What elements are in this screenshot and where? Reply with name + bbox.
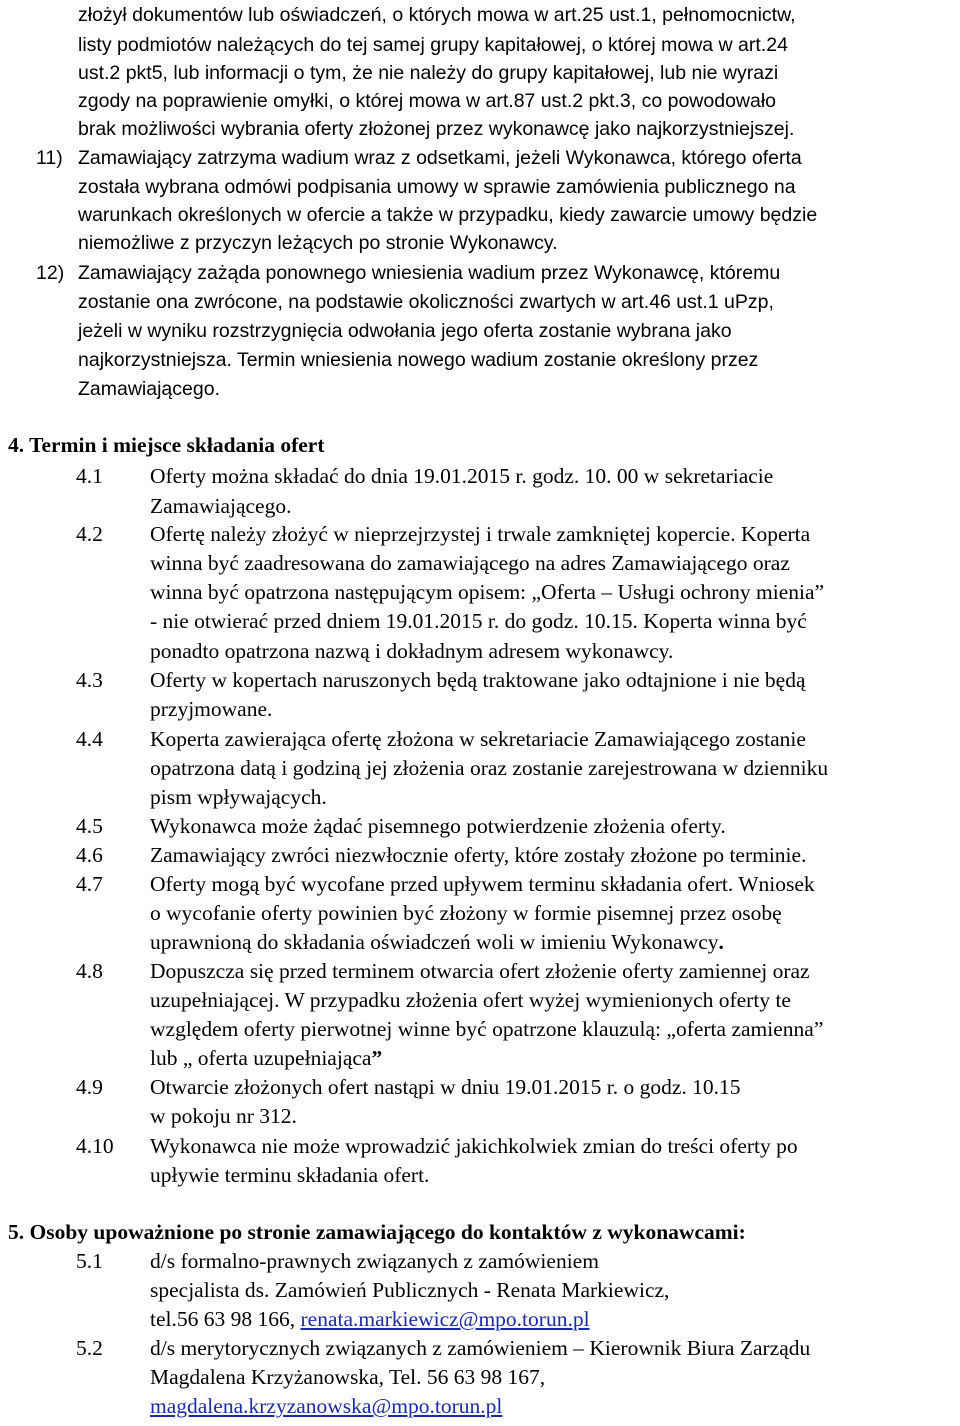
item-4-8-line-3: względem oferty pierwotnej winne być opatrzone klauzulą: „oferta zamienna” [150, 1017, 824, 1041]
intro-line-3: ust.2 pkt5, lub informacji o tym, że nie należy do grupy kapitałowej, lub nie wyrazi [78, 62, 779, 84]
intro-line-5: brak możliwości wybrania oferty złożonej przez wykonawcę jako najkorzystniejszej. [78, 118, 795, 140]
item-12-line-1: Zamawiający zażąda ponownego wniesienia wadium przez Wykonawcę, któremu [78, 262, 781, 284]
item-number: 4.10 [76, 1134, 114, 1158]
item-4-2-line-2: winna być zaadresowana do zamawiającego na adres Zamawiającego oraz [150, 551, 790, 575]
item-number: 11) [36, 147, 63, 169]
item-4-3-line-1: Oferty w kopertach naruszonych będą traktowane jako odtajnione i nie będą [150, 668, 806, 692]
item-4-7-period: . [718, 930, 724, 954]
item-number: 5.2 [76, 1336, 103, 1360]
item-4-5-line-1: Wykonawca może żądać pisemnego potwierdzenie złożenia oferty. [150, 814, 726, 838]
email-link[interactable]: renata.markiewicz@mpo.torun.pl [300, 1307, 590, 1331]
item-4-2-line-5: ponadto opatrzona nazwą i dokładnym adresem wykonawcy. [150, 639, 674, 663]
item-4-1-line-2: Zamawiającego. [150, 494, 292, 518]
item-4-2-line-4: - nie otwierać przed dniem 19.01.2015 r. do godz. 10.15. Koperta winna być [150, 609, 807, 633]
section-5-heading: 5. Osoby upoważnione po stronie zamawiającego do kontaktów z wykonawcami: [8, 1220, 746, 1244]
item-4-7-line-2: o wycofanie oferty powinien być złożony w formie pisemnej przez osobę [150, 901, 782, 925]
item-11-line-1: Zamawiający zatrzyma wadium wraz z odsetkami, jeżeli Wykonawca, którego oferta [78, 147, 802, 169]
item-12-line-4: najkorzystniejsza. Termin wniesienia nowego wadium zostanie określony przez [78, 349, 759, 371]
item-4-9-line-2: w pokoju nr 312. [150, 1104, 297, 1128]
item-4-1-line-1: Oferty można składać do dnia 19.01.2015 r. godz. 10. 00 w sekretariacie [150, 464, 774, 488]
phone-text: tel.56 63 98 166, [150, 1307, 301, 1331]
item-4-3-line-2: przyjmowane. [150, 697, 273, 721]
item-5-1-line-3 [150, 1309, 590, 1331]
item-4-2-line-3: winna być opatrzona następującym opisem: „Oferta – Usługi ochrony mienia” [150, 580, 825, 604]
item-4-8-line-4-text: lub „ oferta uzupełniająca [150, 1046, 372, 1070]
item-number: 4.7 [76, 872, 103, 896]
item-4-4-line-1: Koperta zawierająca ofertę złożona w sekretariacie Zamawiającego zostanie [150, 727, 806, 751]
item-5-1-line-1: d/s formalno-prawnych związanych z zamówieniem [150, 1249, 599, 1273]
item-11-line-2: została wybrana odmówi podpisania umowy w sprawie zamówienia publicznego na [78, 176, 796, 198]
item-5-2-line-1: d/s merytorycznych związanych z zamówieniem – Kierownik Biura Zarządu [150, 1336, 811, 1360]
item-5-1-line-2: specjalista ds. Zamówień Publicznych - Renata Markiewicz, [150, 1278, 670, 1302]
item-4-2-line-1: Ofertę należy złożyć w nieprzejrzystej i trwale zamkniętej kopercie. Koperta [150, 522, 811, 546]
item-number: 4.5 [76, 814, 103, 838]
item-5-2-line-3 [150, 1396, 502, 1418]
item-4-8-quote: ” [371, 1046, 383, 1070]
item-4-10-line-1: Wykonawca nie może wprowadzić jakichkolwiek zmian do treści oferty po [150, 1134, 798, 1158]
item-4-7-line-3-text: uprawnioną do składania oświadczeń woli w imieniu Wykonawcy [150, 930, 719, 954]
intro-line-1: złożył dokumentów lub oświadczeń, o których mowa w art.25 ust.1, pełnomocnictw, [78, 4, 796, 26]
item-4-4-line-2: opatrzona datą i godziną jej złożenia oraz zostanie zarejestrowana w dzienniku [150, 756, 829, 780]
item-4-4-line-3: pism wpływających. [150, 785, 327, 809]
item-number: 12) [36, 262, 65, 284]
item-12-line-5: Zamawiającego. [78, 378, 220, 400]
item-12-line-2: zostanie ona zwrócone, na podstawie okoliczności zwartych w art.46 ust.1 uPzp, [78, 291, 774, 313]
item-number: 4.3 [76, 668, 103, 692]
item-4-8-line-4 [150, 1048, 382, 1070]
item-number: 4.4 [76, 727, 103, 751]
item-4-8-line-1: Dopuszcza się przed terminem otwarcia ofert złożenie oferty zamiennej oraz [150, 959, 810, 983]
item-4-7-line-3 [150, 932, 724, 954]
intro-line-2: listy podmiotów należących do tej samej grupy kapitałowej, o której mowa w art.24 [78, 34, 788, 56]
item-4-7-line-1: Oferty mogą być wycofane przed upływem terminu składania ofert. Wniosek [150, 872, 815, 896]
item-number: 4.2 [76, 522, 103, 546]
item-number: 4.6 [76, 843, 103, 867]
item-4-10-line-2: upływie terminu składania ofert. [150, 1163, 430, 1187]
item-number: 4.9 [76, 1075, 103, 1099]
item-4-6-line-1: Zamawiający zwróci niezwłocznie oferty, które zostały złożone po terminie. [150, 843, 807, 867]
item-4-9-line-1: Otwarcie złożonych ofert nastąpi w dniu 19.01.2015 r. o godz. 10.15 [150, 1075, 741, 1099]
intro-line-4: zgody na poprawienie omyłki, o której mowa w art.87 ust.2 pkt.3, co powodowało [78, 90, 777, 112]
item-number: 4.8 [76, 959, 103, 983]
item-4-8-line-2: uzupełniającej. W przypadku złożenia ofert wyżej wymienionych oferty te [150, 988, 791, 1012]
item-11-line-3: warunkach określonych w ofercie a także w przypadku, kiedy zawarcie umowy będzie [78, 204, 818, 226]
section-4-heading: 4. Termin i miejsce składania ofert [8, 433, 325, 457]
item-11-line-4: niemożliwe z przyczyn leżących po stronie Wykonawcy. [78, 232, 558, 254]
item-5-2-line-2: Magdalena Krzyżanowska, Tel. 56 63 98 167, [150, 1365, 546, 1389]
item-number: 4.1 [76, 464, 103, 488]
item-number: 5.1 [76, 1249, 103, 1273]
email-link[interactable]: magdalena.krzyzanowska@mpo.torun.pl [150, 1394, 503, 1418]
item-12-line-3: jeżeli w wyniku rozstrzygnięcia odwołania jego oferta zostanie wybrana jako [78, 320, 732, 342]
